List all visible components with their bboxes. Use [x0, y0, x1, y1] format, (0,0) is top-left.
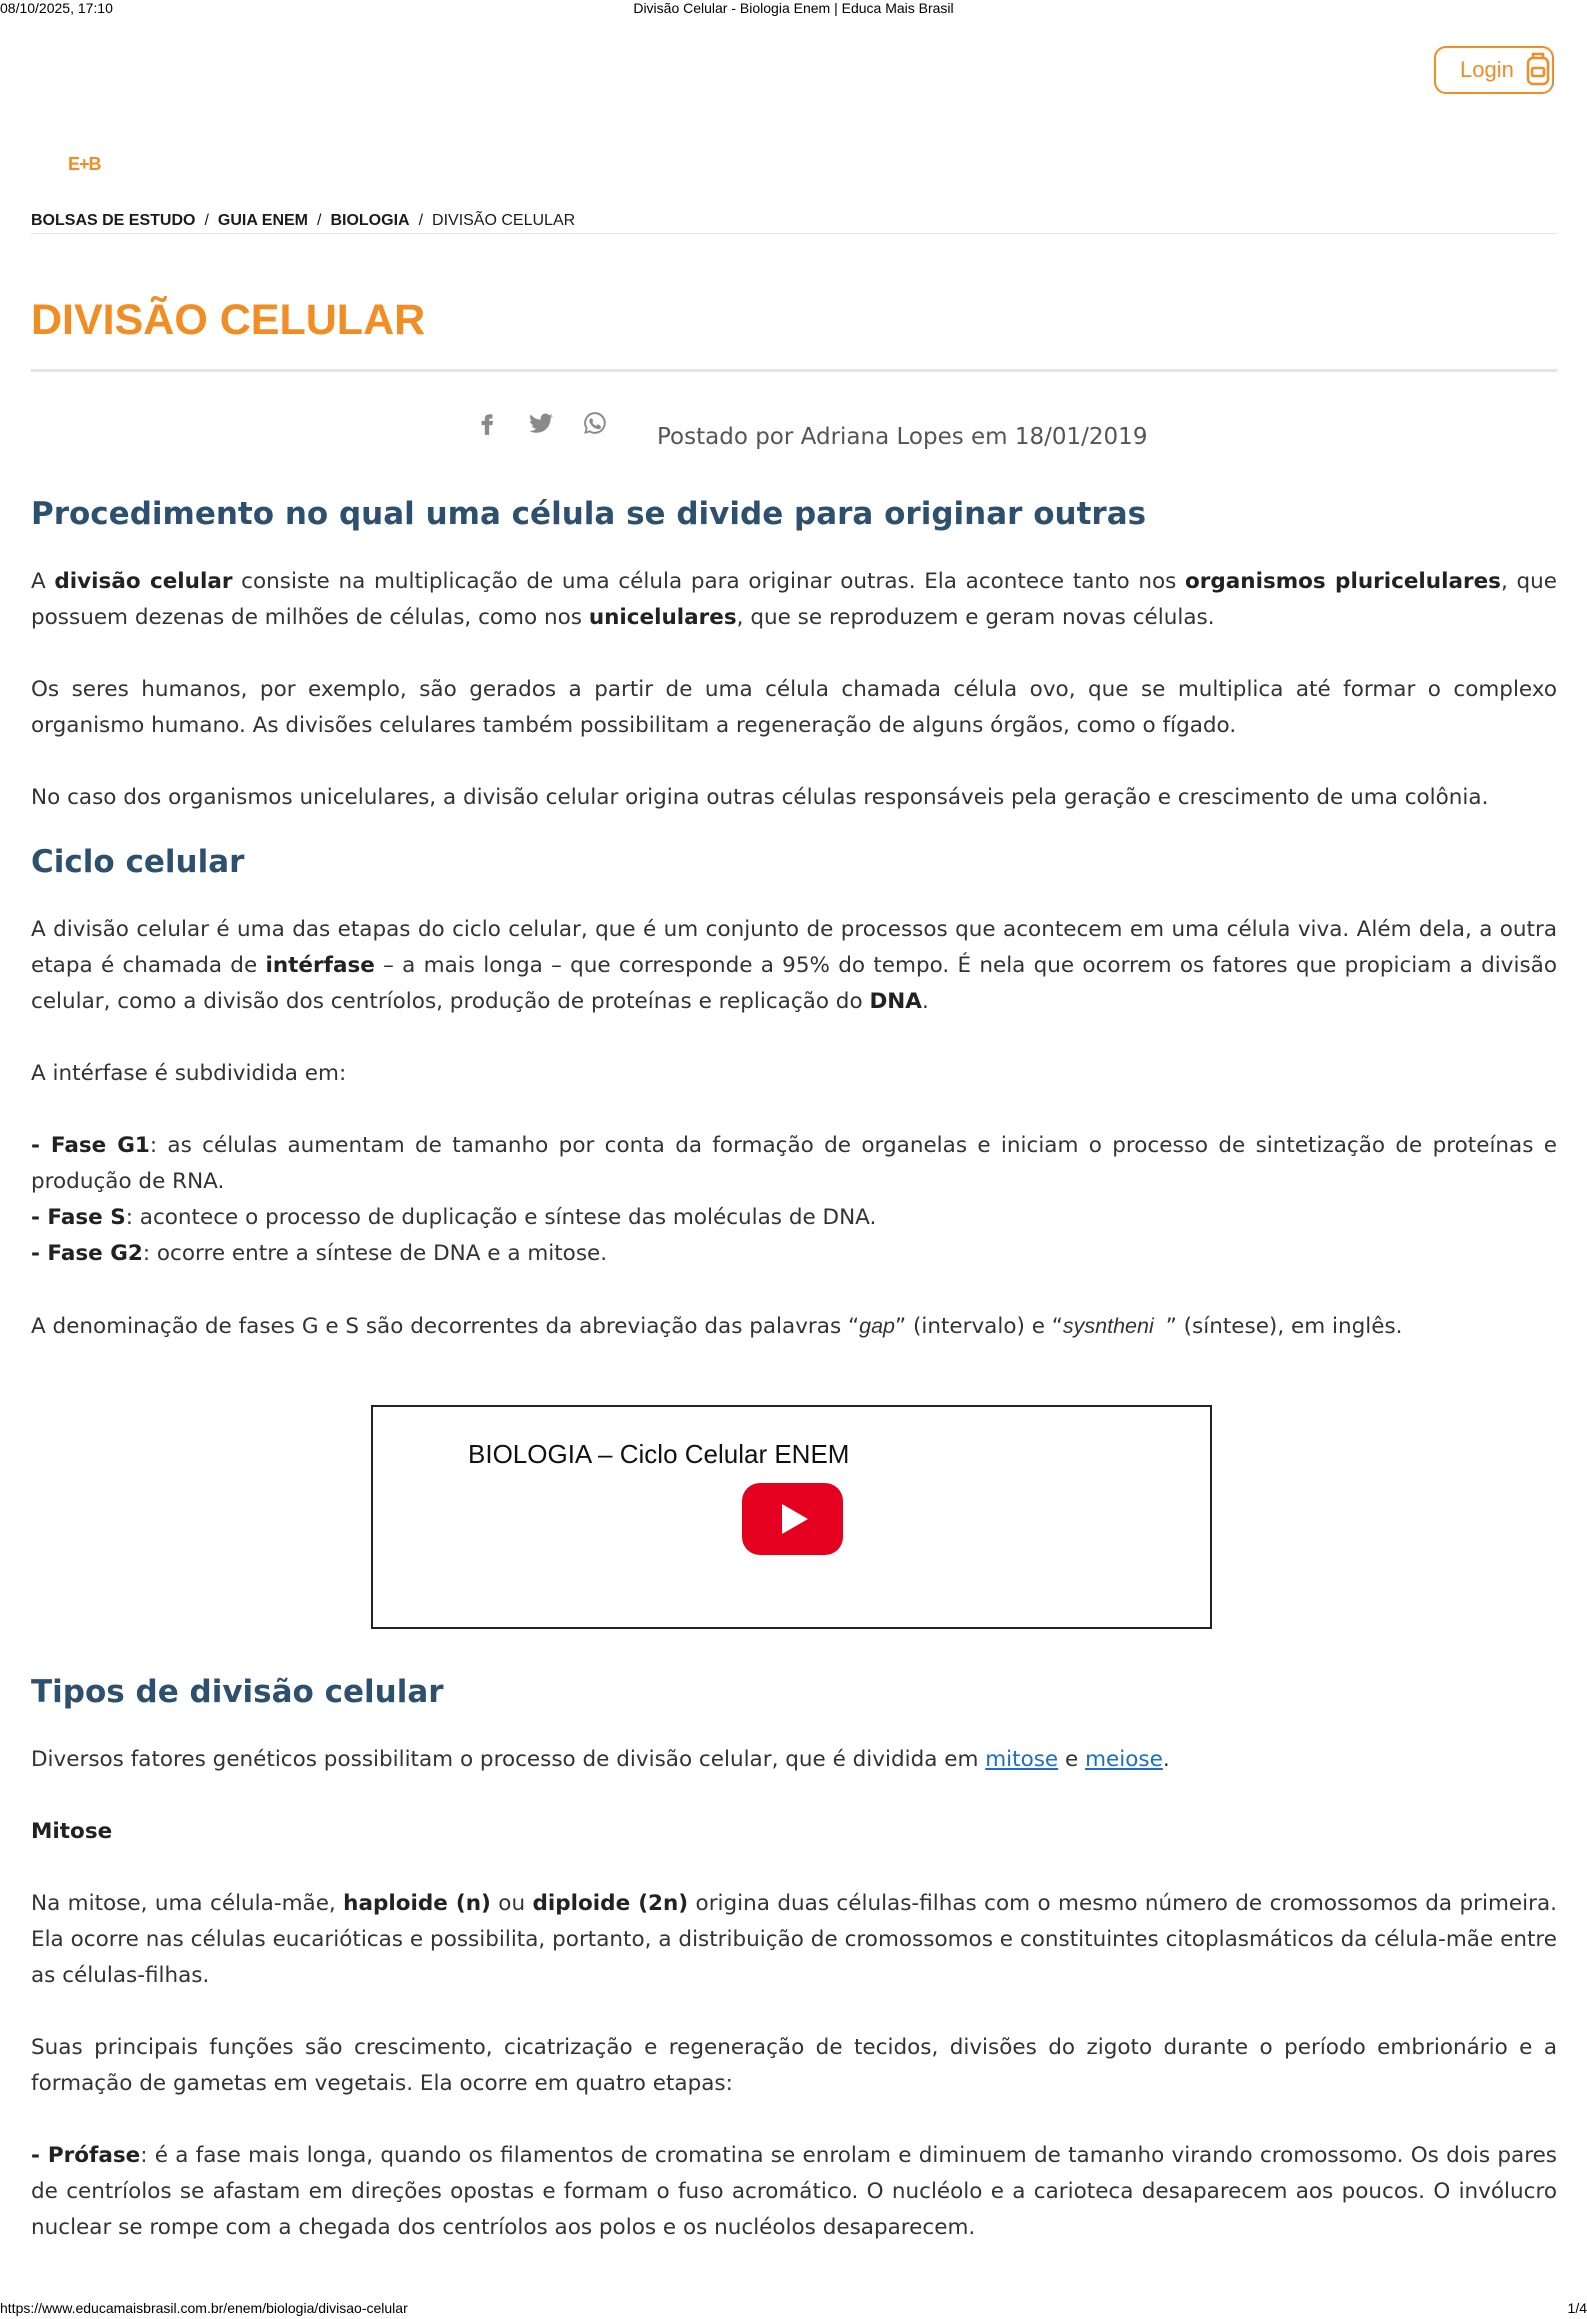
print-footer [0, 2300, 1587, 2318]
phase-s: - Fase S: acontece o processo de duplicação e síntese das moléculas de DNA. [31, 1205, 877, 1230]
phase-g1: - Fase G1: as células aumentam de tamanho por conta da formação de organelas e iniciam o processo de sintetização de proteínas e produção de RNA. [31, 1133, 1557, 1194]
article-content [31, 490, 1557, 1345]
paragraph-denominacao: A denominação de fases G e S são decorrentes da abreviação das palavras “gap” (intervalo) e “sysntheni ” (síntese), em inglês. [31, 1314, 1403, 1339]
print-datetime: 08/10/2025, 17:10 [0, 0, 113, 16]
link-meiose[interactable]: meiose [1085, 1747, 1163, 1772]
whatsapp-icon [582, 410, 608, 436]
breadcrumb-separator: / [418, 212, 424, 229]
print-url: https://www.educamaisbrasil.com.br/enem/biologia/divisao-celular [0, 2300, 408, 2316]
print-page-number: 1/4 [1567, 2300, 1587, 2316]
section-heading-intro: Procedimento no qual uma célula se divide para originar outras [31, 496, 1147, 532]
phase-profase: - Prófase: é a fase mais longa, quando os filamentos de cromatina se enrolam e diminuem de tamanho virando cromossomo. Os dois pares de centríolos se afastam em direções opostas e formam o fuso acromático. O nucléolo e a carioteca desaparecem aos poucos. O invólucro nuclear se rompe com a chegada dos centríolos aos polos e os nucléolos desaparecem. [31, 2143, 1557, 2240]
print-header [0, 0, 1587, 18]
youtube-play-icon[interactable] [742, 1483, 843, 1555]
breadcrumb-separator: / [204, 212, 209, 229]
print-title: Divisão Celular - Biologia Enem | Educa Mais Brasil [633, 0, 954, 16]
article-content-continued [31, 1668, 1557, 2246]
paragraph-interfase: A intérfase é subdividida em: [31, 1061, 347, 1086]
paragraph-mitose: Na mitose, uma célula-mãe, haploide (n) ou diploide (2n) origina duas células-filhas com o mesmo número de cromossomos da primeira. Ela ocorre nas células eucarióticas e possibilita, portanto, a distribuição de cromossomos e constituintes citoplasmáticos da célula-mãe entre as células-filhas. [31, 1891, 1557, 1988]
site-logo[interactable]: E+B [68, 154, 101, 174]
subheading-mitose: Mitose [31, 1819, 113, 1844]
breadcrumb-separator: / [317, 212, 322, 229]
paragraph-tipos: Diversos fatores genéticos possibilitam o processo de divisão celular, que é dividida em mitose e meiose. [31, 1747, 1170, 1772]
share-whatsapp[interactable] [582, 410, 608, 440]
link-mitose[interactable]: mitose [985, 1747, 1059, 1772]
breadcrumb-item-bolsas[interactable]: BOLSAS DE ESTUDO [31, 212, 196, 229]
page-title: DIVISÃO CELULAR [31, 296, 426, 344]
phase-g2: - Fase G2: ocorre entre a síntese de DNA e a mitose. [31, 1241, 608, 1266]
video-embed[interactable] [371, 1405, 1212, 1629]
breadcrumb-item-guia-enem[interactable]: GUIA ENEM [217, 212, 308, 229]
backpack-icon [1522, 50, 1558, 90]
share-facebook[interactable] [474, 410, 500, 440]
paragraph-intro: A divisão celular consiste na multiplicação de uma célula para originar outras. Ela acontece tanto nos organismos pluricelulares, que possuem dezenas de milhões de células, como nos unicelulares, que se reproduzem e geram novas células. [31, 569, 1557, 630]
paragraph-unicellular: No caso dos organismos unicelulares, a divisão celular origina outras células responsáveis pela geração e crescimento de uma colônia. [31, 785, 1489, 810]
login-label: Login [1460, 57, 1514, 82]
section-heading-ciclo: Ciclo celular [31, 844, 245, 880]
section-heading-tipos: Tipos de divisão celular [31, 1674, 444, 1710]
breadcrumb-divider [31, 233, 1557, 234]
post-meta: Postado por Adriana Lopes em 18/01/2019 [657, 424, 1148, 450]
facebook-icon [474, 410, 500, 436]
title-divider [31, 369, 1557, 372]
paragraph-humans: Os seres humanos, por exemplo, são gerados a partir de uma célula chamada célula ovo, que se multiplica até formar o complexo organismo humano. As divisões celulares também possibilitam a regeneração de alguns órgãos, como o fígado. [31, 677, 1557, 738]
video-title[interactable]: BIOLOGIA – Ciclo Celular ENEM [468, 1439, 850, 1469]
paragraph-ciclo: A divisão celular é uma das etapas do ciclo celular, que é um conjunto de processos que acontecem em uma célula viva. Além dela, a outra etapa é chamada de intérfase – a mais longa – que corresponde a 95% do tempo. É nela que ocorrem os fatores que propiciam a divisão celular, como a divisão dos centríolos, produção de proteínas e replicação do DNA. [31, 917, 1557, 1014]
twitter-icon [528, 410, 554, 436]
breadcrumb [31, 212, 1557, 232]
paragraph-funcoes: Suas principais funções são crescimento, cicatrização e regeneração de tecidos, divisões do zigoto durante o período embrionário e a formação de gametas em vegetais. Ela ocorre em quatro etapas: [31, 2035, 1557, 2096]
breadcrumb-item-current: DIVISÃO CELULAR [432, 212, 576, 229]
breadcrumb-item-biologia[interactable]: BIOLOGIA [330, 212, 410, 229]
share-twitter[interactable] [528, 410, 554, 440]
